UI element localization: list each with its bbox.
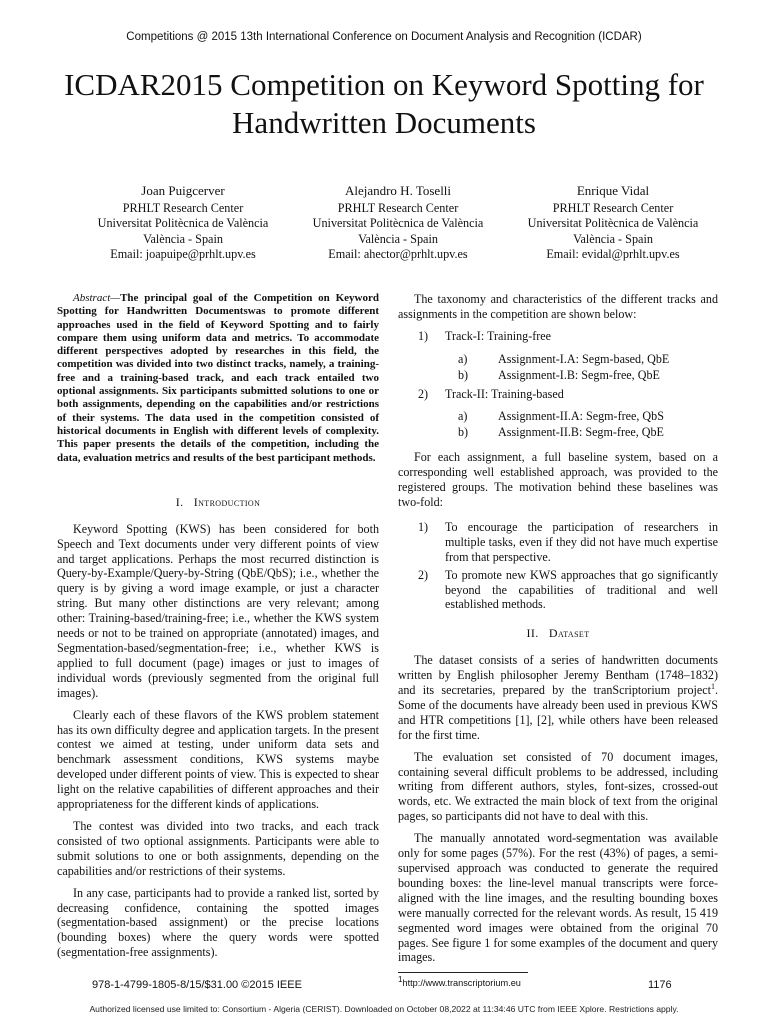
section-heading-introduction xyxy=(57,495,379,510)
list-letter: a) xyxy=(458,351,468,366)
author-affiliation: PRHLT Research Center xyxy=(337,200,459,215)
list-letter: b) xyxy=(458,425,469,440)
dataset-text: The dataset consists of a series of handwritten documents written by English philosopher Jeremy Bentham (1748–1832) and its secretaries, prepared by the tranScriptorium project xyxy=(398,653,718,698)
track-list xyxy=(398,387,718,402)
track-label: Track-I: Training-free xyxy=(445,328,552,343)
intro-paragraph-1: Keyword Spotting (KWS) has been considered for both Speech and Text documents under very different points of view and target applications. Perhaps the most recurred distinction is Query-by-Example/Query-by-String (QbE/QbS); i.e., whether the query is by giving a word image example, or just a character string. But many other distinctions are very relevant; among other: Training-based/training-free; i.e., whether the KWS system needs or not to be trained on appropriate (annotated) images, and Segmentation-based/segmentation-free; i.e., whether KWS is applied to full document (page) images or just to images of individual words (previously segmented from the original full images). xyxy=(57,521,379,700)
taxonomy-paragraph: The taxonomy and characteristics of the different tracks and assignments in the competition are shown below: xyxy=(398,292,718,321)
track-label: Track-II: Training-based xyxy=(445,386,564,401)
abstract-text: The principal goal of the Competition on Keyword Spotting for Handwritten Documentswas to promote different approaches used in the field of Keyword Spotting and to fairly compare them using uniform data and metrics. To accommodate different perspectives adopted by researches in this field, the competition was divided into two distinct tracks, namely, a training-free and a training-based track, and each track entailed two optional assignments. Six participants submitted solutions to one or both assignments, depending on the capabilities and/or restrictions of their systems. The data used in the competition consisted of historical documents in English with different levels of complexity. This paper presents the details of the competition, including the data, evaluation metrics and results of the best participant methods. xyxy=(57,292,379,464)
baseline-paragraph: For each assignment, a full baseline system, based on a corresponding well established approach, was provided to the registered groups. The motivation behind these baselines was two-fold: xyxy=(398,450,718,509)
list-item xyxy=(398,368,718,383)
assignment-label: Assignment-I.A: Segm-based, QbE xyxy=(498,351,670,366)
author-name: Alejandro H. Toselli xyxy=(344,183,452,198)
list-item xyxy=(398,352,718,367)
footnote-divider xyxy=(398,972,528,973)
conference-header: Competitions @ 2015 13th International Conference on Document Analysis and Recognition (ICDAR) xyxy=(126,31,642,43)
assignment-sublist xyxy=(398,352,718,383)
license-notice: Authorized licensed use limited to: Consortium - Algeria (CERIST). Downloaded on October 08,2022 at 11:34:46 UTC from IEEE Xplore. Restrictions apply. xyxy=(89,1004,679,1014)
list-number: 2) xyxy=(418,386,429,401)
motivation-text: To encourage the participation of researchers in multiple tasks, even if they did not have much expertise from that perspective. xyxy=(445,519,718,564)
list-item xyxy=(398,425,718,440)
author-email: Email: joapuipe@prhlt.upv.es xyxy=(110,247,256,261)
list-number: 1) xyxy=(418,519,429,534)
list-item xyxy=(398,520,718,565)
author-affiliation: PRHLT Research Center xyxy=(122,200,244,215)
author-affiliation: València - Spain xyxy=(143,231,223,246)
abstract-lead: Abstract— xyxy=(73,292,121,304)
right-column xyxy=(398,292,718,991)
intro-paragraph-3: The contest was divided into two tracks, and each track consisted of two optional assignments. Participants were able to submit solutions to one or both assignments, depending on the capabilities and/or restrictions of their systems. xyxy=(57,818,379,878)
paper-title xyxy=(40,66,728,142)
list-item xyxy=(398,329,718,344)
section-number: I. xyxy=(175,494,184,509)
intro-paragraph-2: Clearly each of these flavors of the KWS problem statement has its own difficulty degree and application targets. In the present contest we aimed at testing, under uniform data sets and benchmark assessment conditions, KWS systems maybe developed under different points of view. This is expected to shear light on the relative capabilities of different approaches and their appropriateness for the different kinds of applications. xyxy=(57,707,379,812)
section-heading-dataset xyxy=(398,626,718,641)
author-affiliation: Universitat Politècnica de València xyxy=(527,216,699,230)
dataset-text: . Some of the documents have already been used in previous KWS and HTR competitions [1], [2], while others have been released for the first time. xyxy=(398,683,718,742)
list-item-content xyxy=(445,387,718,402)
intro-paragraph-4: In any case, participants had to provide a ranked list, sorted by decreasing confidence, containing the spotted images (segmentation-based assignment) or the precise locations (bounding boxes) where the query words were spotted (segmentation-free assignments). xyxy=(57,885,379,960)
author-affiliation: PRHLT Research Center xyxy=(552,200,674,215)
dataset-paragraph-2: The evaluation set consisted of 70 document images, containing several difficult problems to be addressed, including writing from different authors, styles, font-sizes, crossed-out words, etc. We extracted the main block of text from the original pages, so participants did not have to deal with this. xyxy=(398,749,718,824)
author-email: Email: ahector@prhlt.upv.es xyxy=(328,247,468,261)
author-email: Email: evidal@prhlt.upv.es xyxy=(546,247,680,261)
title-line-1: ICDAR2015 Competition on Keyword Spotting for xyxy=(64,67,704,102)
isbn-footer: 978-1-4799-1805-8/15/$31.00 ©2015 IEEE xyxy=(92,979,302,991)
page-number: 1176 xyxy=(648,979,672,991)
list-letter: a) xyxy=(458,409,468,424)
author-name: Enrique Vidal xyxy=(576,183,650,198)
assignment-sublist xyxy=(398,409,718,440)
dataset-paragraph-1 xyxy=(398,653,718,742)
motivation-list xyxy=(398,520,718,612)
footnote-link[interactable]: http://www.transcriptorium.eu xyxy=(402,978,521,989)
left-column xyxy=(57,292,379,967)
footnote-marker: 1 xyxy=(710,682,715,691)
author-affiliation: Universitat Politècnica de València xyxy=(312,216,484,230)
list-item xyxy=(398,387,718,402)
list-item xyxy=(398,568,718,613)
section-title: Dataset xyxy=(548,626,590,641)
author-name: Joan Puigcerver xyxy=(141,183,225,198)
list-item xyxy=(398,409,718,424)
track-list xyxy=(398,329,718,344)
author-block xyxy=(78,183,718,263)
footnote-marker: 1 xyxy=(398,975,403,985)
author-affiliation: València - Spain xyxy=(358,231,438,246)
section-number: II. xyxy=(526,626,539,641)
abstract xyxy=(57,292,379,465)
dataset-paragraph-3: The manually annotated word-segmentation was available only for some pages (57%). For the rest (43%) of pages, a semi-supervised approach was conducted to generate the required bounding boxes: the line-level manual transcripts were force-aligned with the line images, and the resulting bounding boxes were manually corrected for the relevant words. As result, 15 419 segmented word images were obtained from the original 70 pages. See figure 1 for some examples of the document and query images. xyxy=(398,831,718,965)
section-title: Introduction xyxy=(193,494,261,509)
list-letter: b) xyxy=(458,367,469,382)
assignment-label: Assignment-II.B: Segm-free, QbE xyxy=(498,425,664,440)
author-3 xyxy=(508,183,718,263)
author-affiliation: Universitat Politècnica de València xyxy=(97,216,269,230)
assignment-label: Assignment-II.A: Segm-free, QbS xyxy=(498,409,664,424)
assignment-label: Assignment-I.B: Segm-free, QbE xyxy=(498,367,660,382)
title-line-2: Handwritten Documents xyxy=(232,105,536,140)
author-1 xyxy=(78,183,288,263)
list-number: 1) xyxy=(418,328,429,343)
motivation-text: To promote new KWS approaches that go significantly beyond the capabilities of traditional and well established methods. xyxy=(445,567,718,612)
list-number: 2) xyxy=(418,567,429,582)
author-2 xyxy=(293,183,503,263)
author-affiliation: València - Spain xyxy=(573,231,653,246)
list-item-content xyxy=(445,329,718,344)
